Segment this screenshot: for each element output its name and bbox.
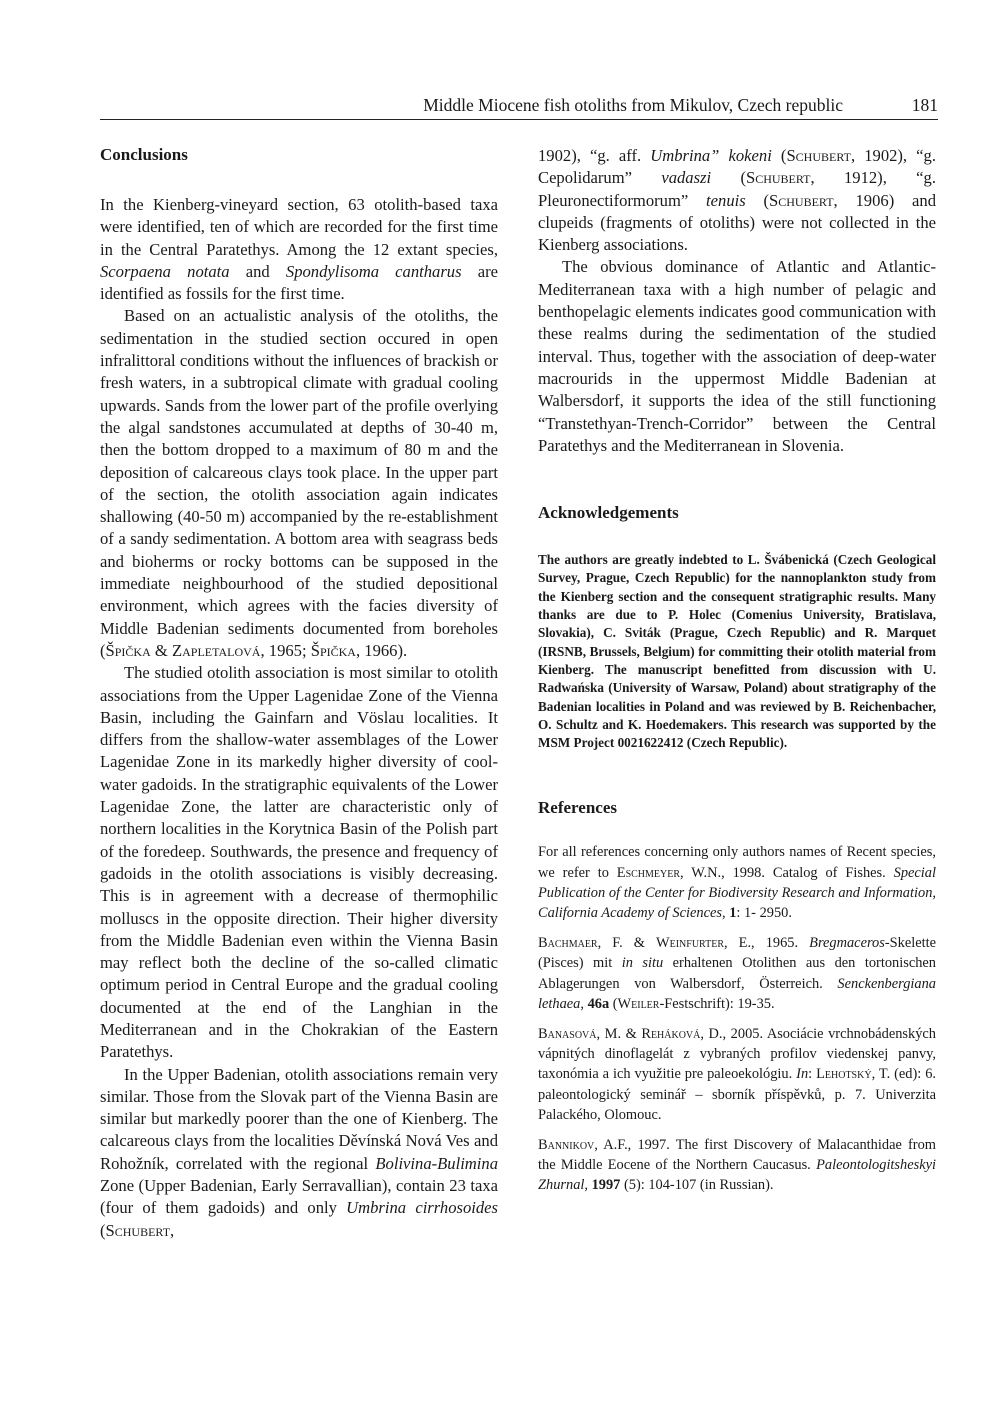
references-heading: References (538, 798, 617, 818)
reference-banasova: Banasová, M. & Reháková, D., 2005. Asociácie vrchnobádenských vápnitých dinoflagelát z vybraných profilov viedenskej panvy, taxonómia a ich využitie pre paleoekológiu. In: Lehotský, T. (ed): 6. paleontologický seminář – sborník příspěvků, p. 7. Univerzita Palackého, Olomouc. (538, 1026, 936, 1123)
left-column (100, 145, 498, 1242)
conclusions-paragraph-5: The obvious dominance of Atlantic and Atlantic-Mediterranean taxa with a high number of pelagic and benthopelagic elements indicates good communication with these realms during the sedimentation of the studied interval. Thus, together with the association of deep-water macrourids in the uppermost Middle Badenian at Walbersdorf, it supports the idea of the still functioning “Transtethyan-Trench-Corridor” between the Central Paratethys and the Mediterranean in Slovenia. (538, 257, 936, 455)
right-column (538, 145, 936, 1206)
conclusions-paragraph-4-continued: 1902), “g. aff. Umbrina” kokeni (Schubert, 1902), “g. Cepolidarum” vadaszi (Schubert, 1912), “g. Pleuronectiformorum” tenuis (Schubert, 1906) and clupeids (fragments of otoliths) were not collected in the Kienberg associations. (538, 146, 936, 255)
reference-intro: For all references concerning only authors names of Recent species, we refer to Eschmeyer, W.N., 1998. Catalog of Fishes. Special Publication of the Center for Biodiversity Research and Information, California Academy of Sciences, 1: 1- 2950. (538, 844, 936, 922)
acknowledgements-text: The authors are greatly indebted to L. Švábenická (Czech Geological Survey, Prague, Czech Republic) for the nannoplankton study from the Kienberg section and the consequent stratigraphic results. Many thanks are due to P. Holec (Comenius University, Bratislava, Slovakia), C. Sviták (Prague, Czech Republic) and R. Marquet (IRSNB, Brussels, Belgium) for committing their otolith material from Kienberg. The manuscript benefitted from discussion with U. Radwańska (University of Warsaw, Poland) about stratigraphy of the Badenian localities in Poland and was reviewed by B. Reichenbacher, O. Schultz and K. Hoedemakers. This research was supported by the MSM Project 0021622412 (Czech Republic). (538, 552, 936, 751)
reference-bannikov: Bannikov, A.F., 1997. The first Discovery of Malacanthidae from the Middle Eocene of the Northern Caucasus. Paleontologitsheskyi Zhurnal, 1997 (5): 104-107 (in Russian). (538, 1137, 936, 1194)
reference-bachmaer: Bachmaer, F. & Weinfurter, E., 1965. Bregmaceros-Skelette (Pisces) mit in situ erhaltenen Otolithen aus den tortonischen Ablagerungen von Walbersdorf, Österreich. Senckenbergiana lethaea, 46a (Weiler-Festschrift): 19-35. (538, 935, 936, 1012)
running-title: Middle Miocene fish otoliths from Mikulov, Czech republic (423, 95, 843, 115)
running-head (100, 95, 938, 120)
page-number: 181 (911, 95, 938, 115)
conclusions-paragraph-3: The studied otolith association is most similar to otolith associations from the Upper Lagenidae Zone of the Vienna Basin, including the Gainfarn and Vöslau localities. It differs from the shallow-water assemblages of the Lower Lagenidae Zone in its markedly higher diversity of cool-water gadoids. In the stratigraphic equivalents of the Lower Lagenidae Zone, the latter are characteristic only of northern localities in the Korytnica Basin of the Polish part of the foredeep. Southwards, the presence and frequency of gadoids in the otolith associations is visibly decreasing. This is in agreement with a decrease of thermophilic molluscs in the opposite direction. Their higher diversity from the Middle Badenian even within the Vienna Basin may reflect both the decline of the so-called climatic optimum period in Central Europe and the gradual cooling documented at the end of the Langhian in the Mediterranean and in the Chokrakian of the Eastern Paratethys. (100, 663, 498, 1062)
conclusions-heading: Conclusions (100, 145, 188, 164)
conclusions-paragraph-2: Based on an actualistic analysis of the otoliths, the sedimentation in the studied section occured in open infralittoral conditions without the influences of brackish or fresh waters, in a subtropical climate with gradual cooling upwards. Sands from the lower part of the profile overlying the algal sandstones accumulated at depths of 30-40 m, then the bottom dropped to a maximum of 80 m and the deposition of calcareous clays took place. In the upper part of the section, the otolith association again indicates shallowing (40-50 m) accompanied by the re-establishment of a sandy sedimentation. A bottom area with seagrass beds and bioherms or rocky bottoms can be supposed in the immediate neighbourhood of the studied depositional environment, which agrees with the facies diversity of Middle Badenian sediments documented from boreholes (Špička & Zapletalová, 1965; Špička, 1966). (100, 306, 498, 660)
acknowledgements-heading: Acknowledgements (538, 503, 679, 523)
conclusions-paragraph-4: In the Upper Badenian, otolith associations remain very similar. Those from the Slovak part of the Vienna Basin are similar but markedly poorer than the one of Kienberg. The calcareous clays from the localities Děvínská Nová Ves and Rohožník, correlated with the regional Bolivina-Bulimina Zone (Upper Badenian, Early Serravallian), contain 23 taxa (four of them gadoids) and only Umbrina cirrhosoides (Schubert, (100, 1064, 498, 1240)
conclusions-paragraph-1: In the Kienberg-vineyard section, 63 otolith-based taxa were identified, ten of which are recorded for the first time in the Central Paratethys. Among the 12 extant species, Scorpaena notata and Spondylisoma cantharus are identified as fossils for the first time. (100, 195, 498, 304)
